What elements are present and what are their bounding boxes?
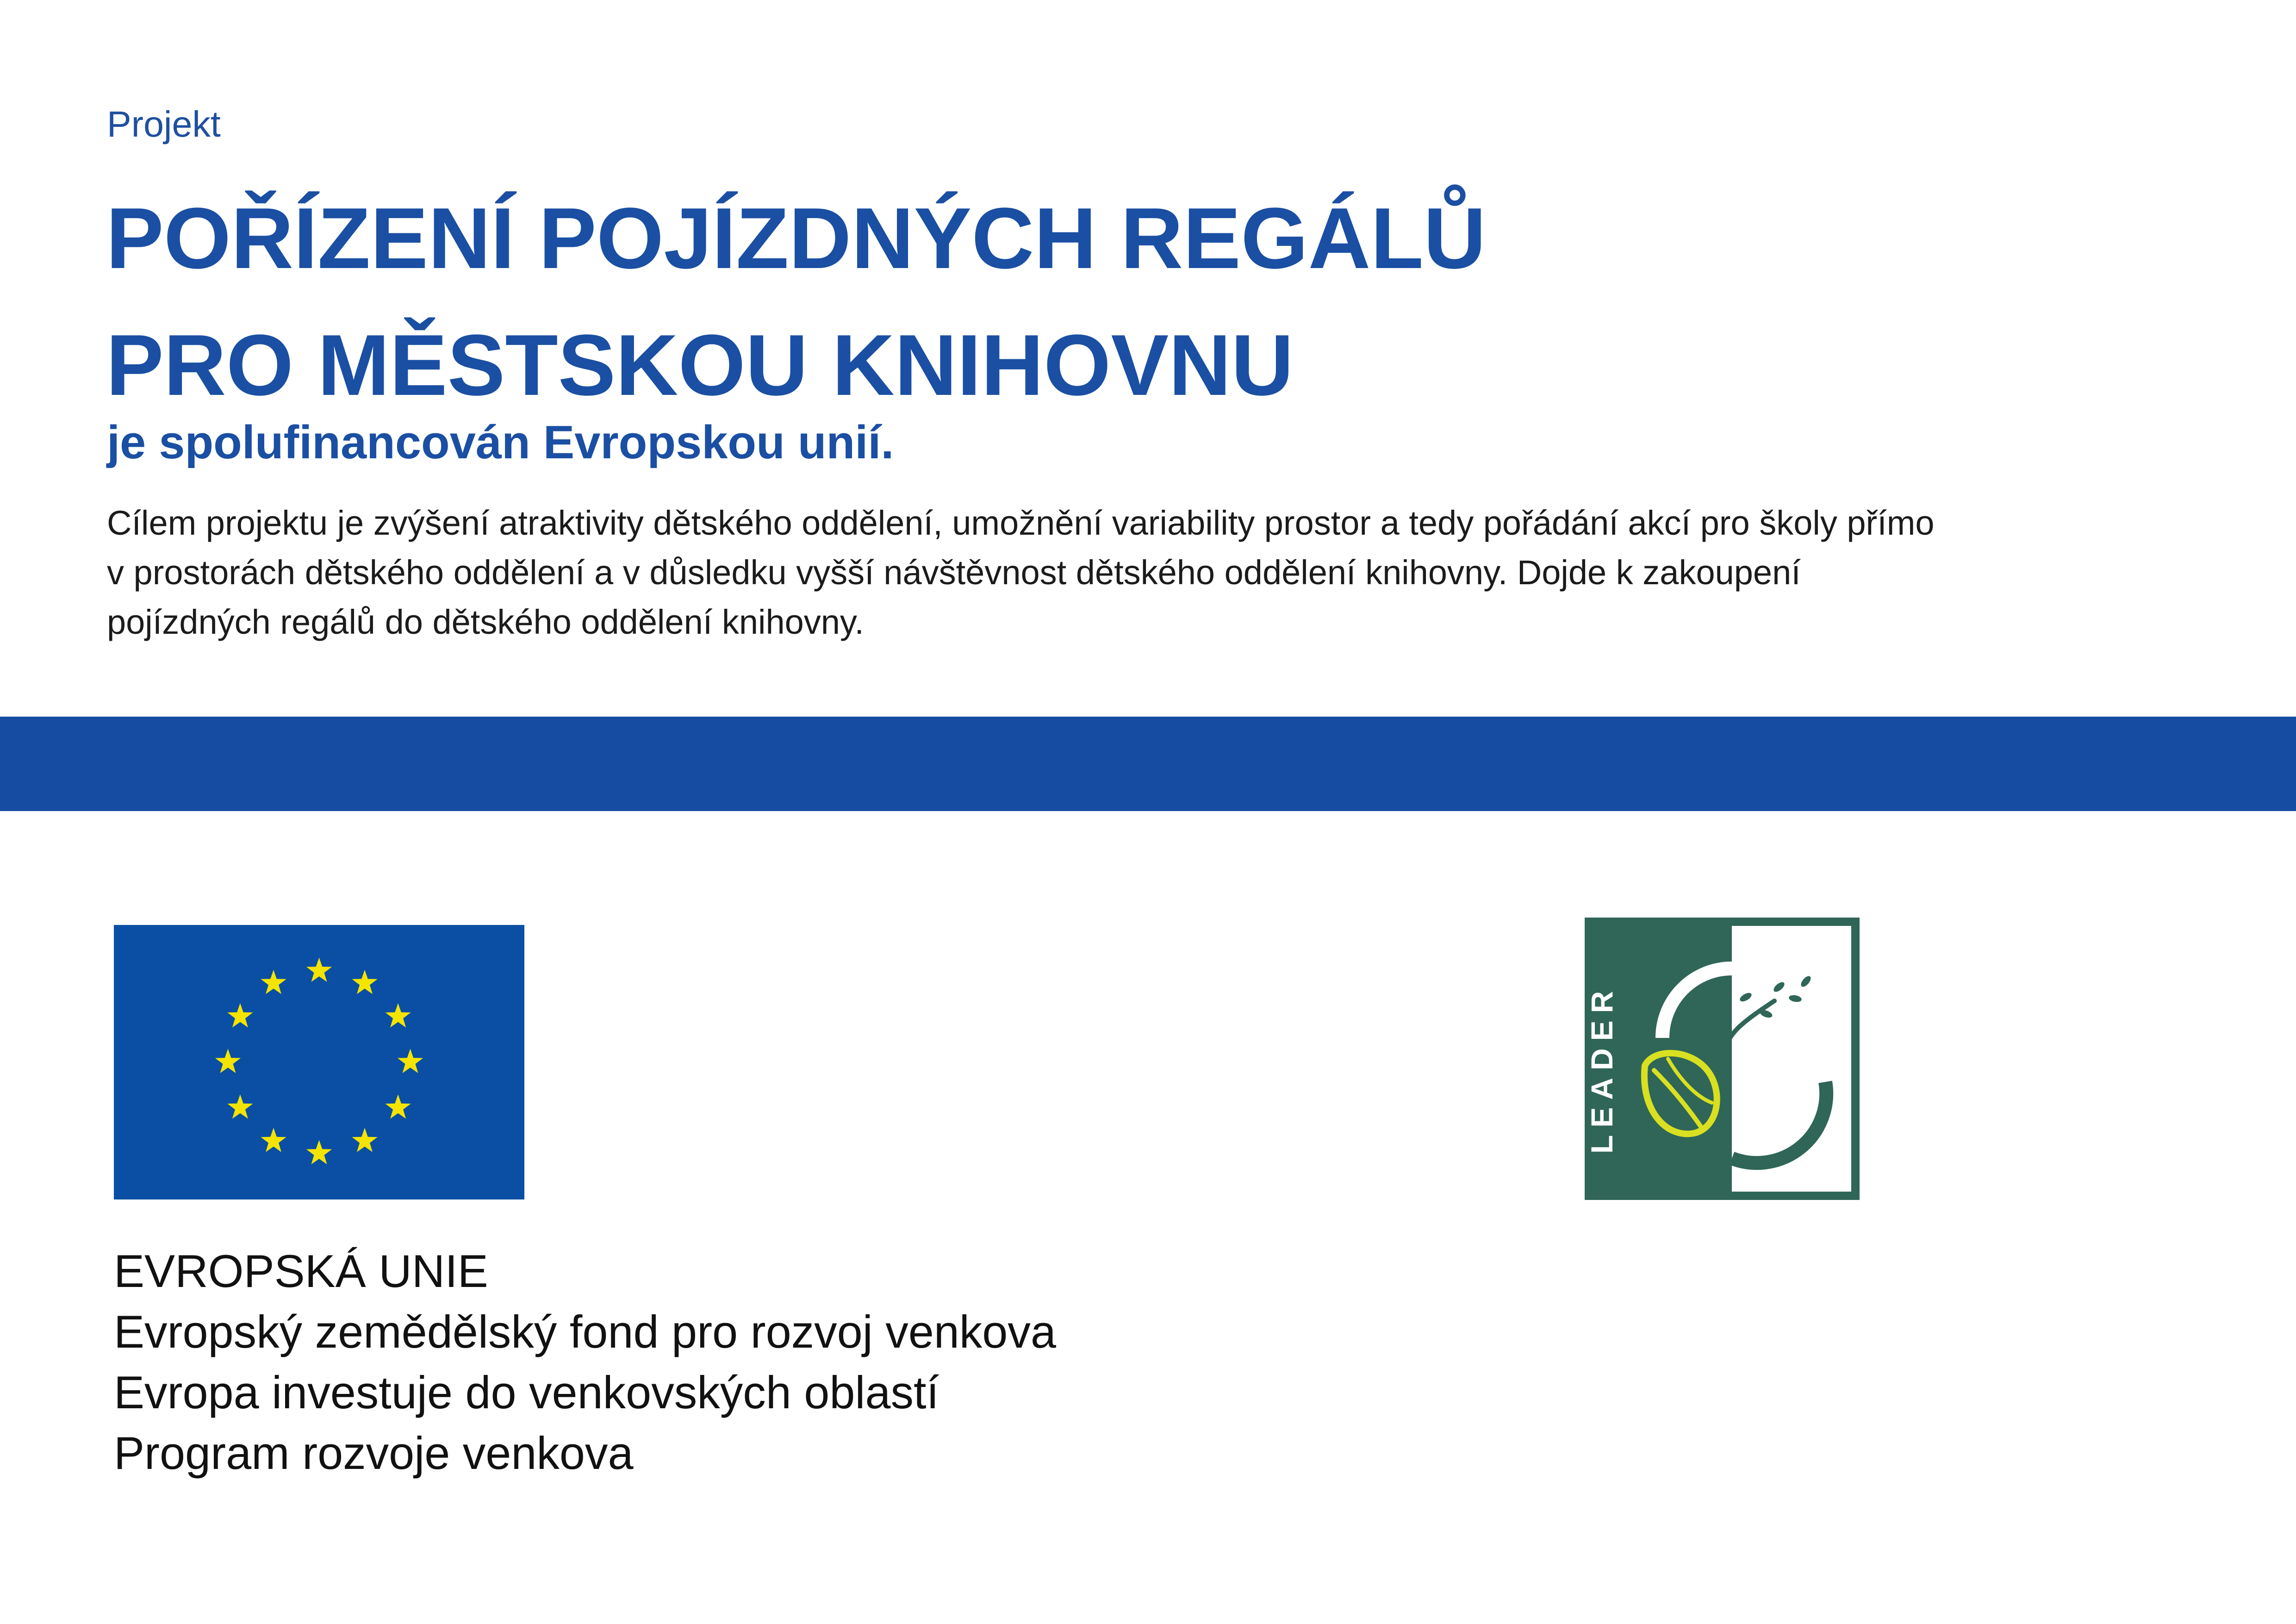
blue-divider-band	[0, 717, 2296, 811]
eu-flag-icon	[114, 925, 524, 1199]
project-description	[107, 498, 2217, 647]
leader-logo-text: LEADER	[1585, 983, 1619, 1154]
funding-line-fund: Evropský zemědělský fond pro rozvoj venkova	[114, 1306, 1056, 1357]
project-description-line-1: Cílem projektu je zvýšení atraktivity dětského oddělení, umožnění variability prostor a tedy pořádání akcí pro školy přímo	[107, 504, 1935, 542]
project-title	[106, 175, 1486, 429]
project-description-line-3: pojízdných regálů do dětského oddělení knihovny.	[107, 603, 864, 641]
funding-line-slogan: Evropa investuje do venkovských oblastí	[114, 1367, 939, 1418]
cofinancing-subtitle: je spolufinancován Evropskou unií.	[107, 417, 894, 468]
funding-text	[114, 1241, 1056, 1483]
project-description-line-2: v prostorách dětského oddělení a v důsledku vyšší návštěvnost dětského oddělení knihovny. Dojde k zakoupení	[107, 553, 1801, 592]
funding-line-eu: EVROPSKÁ UNIE	[114, 1245, 488, 1297]
leader-logo-icon	[1585, 918, 1860, 1200]
funding-line-program: Program rozvoje venkova	[114, 1427, 634, 1479]
project-kicker: Projekt	[107, 103, 221, 144]
project-title-line-2: PRO MĚSTSKOU KNIHOVNU	[106, 317, 1294, 413]
project-title-line-1: POŘÍZENÍ POJÍZDNÝCH REGÁLŮ	[106, 190, 1486, 287]
